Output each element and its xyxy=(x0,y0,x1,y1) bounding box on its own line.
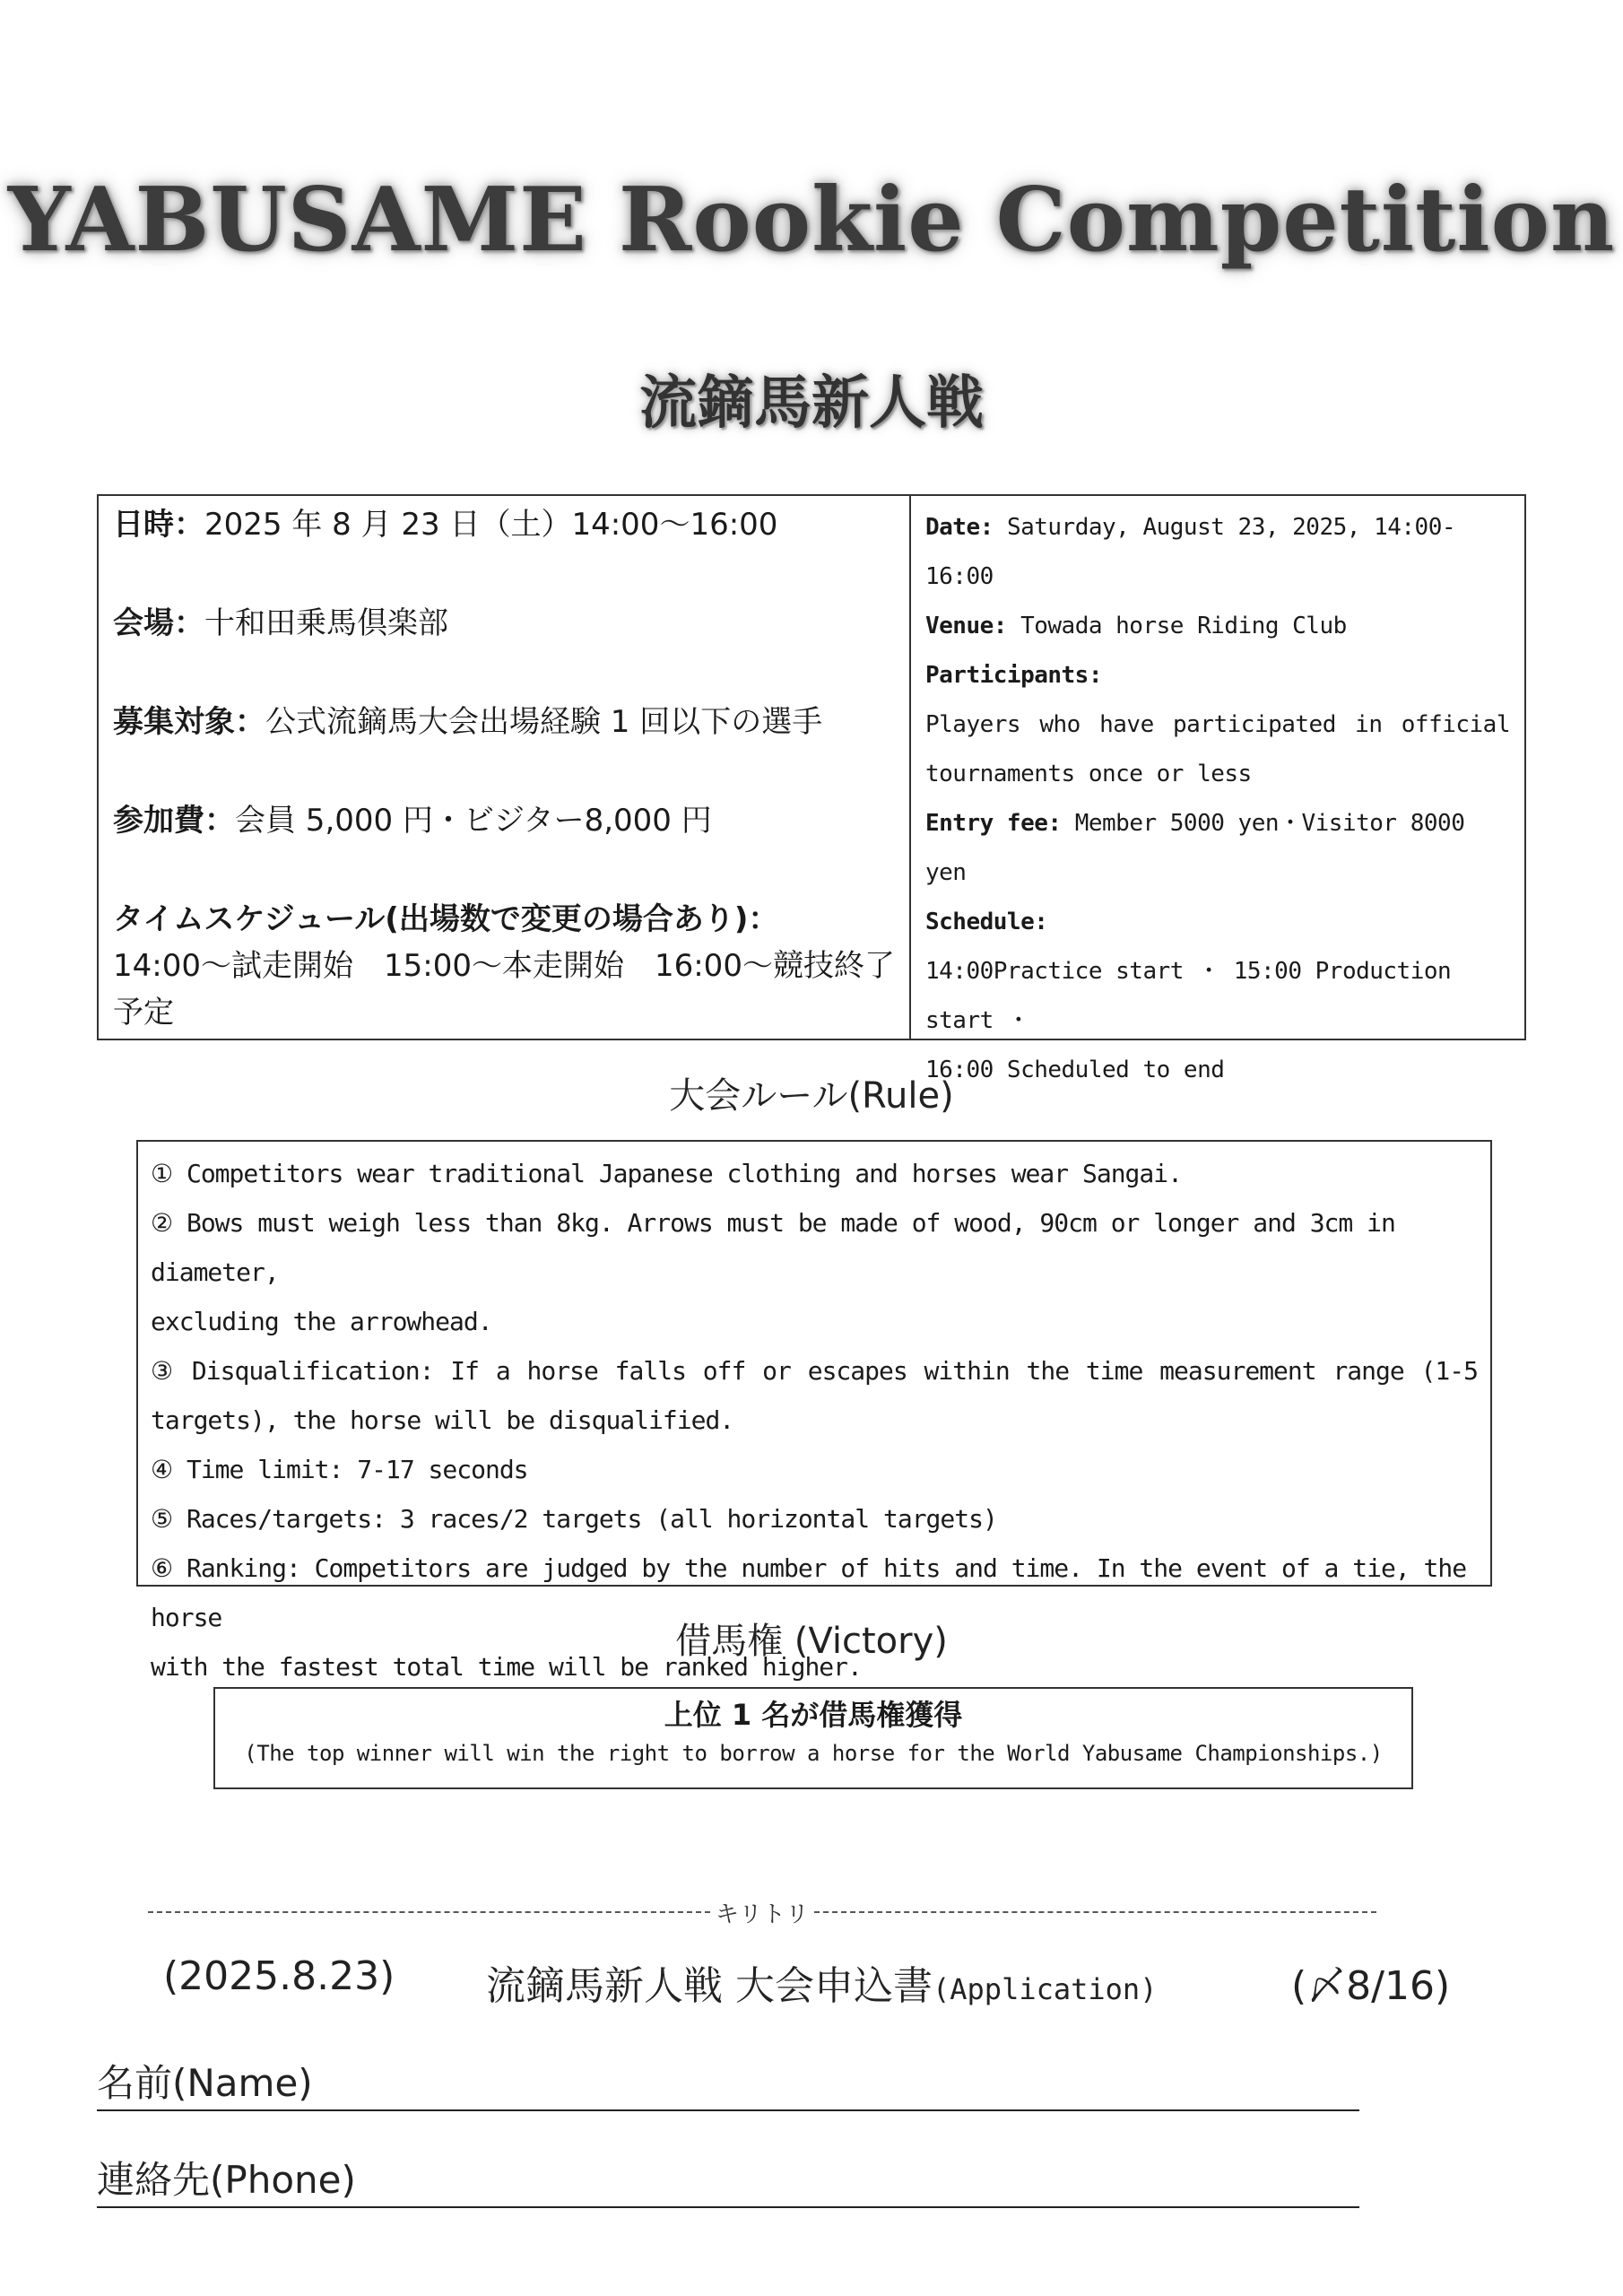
info-date-jp: 日時：2025 年 8 月 23 日（土）14:00～16:00 xyxy=(113,507,778,543)
info-fee-en: Entry fee: Member 5000 yen・Visitor 8000 yen xyxy=(925,810,1465,886)
info-venue-en: Venue: Towada horse Riding Club xyxy=(925,613,1347,639)
rule-line: with the fastest total time will be ranked higher. xyxy=(151,1652,862,1682)
name-field[interactable] xyxy=(97,2054,1359,2111)
info-target-jp: 募集対象：公式流鏑馬大会出場経験 1 回以下の選手 xyxy=(113,704,823,740)
cut-dash-right xyxy=(814,1911,1376,1913)
cut-line xyxy=(148,1899,1376,1926)
victory-text-jp: 上位 1 名が借馬権獲得 xyxy=(664,1698,963,1732)
application-title: 流鏑馬新人戦 大会申込書(Application) xyxy=(486,1963,1158,2009)
info-schedule-line1: 14:00Practice start ・ 15:00 Production start ・ xyxy=(925,958,1452,1034)
page-title: YABUSAME Rookie Competition xyxy=(7,169,1616,272)
info-participants-label: Participants: xyxy=(925,662,1102,689)
rules-heading: 大会ルール(Rule) xyxy=(669,1075,954,1117)
info-schedule-line2: 16:00 Scheduled to end xyxy=(925,1057,1225,1083)
phone-field-label: 連絡先(Phone) xyxy=(97,2158,356,2202)
info-fee-jp: 参加費：会員 5,000 円・ビジター8,000 円 xyxy=(113,803,712,839)
phone-field[interactable] xyxy=(97,2151,1359,2208)
rule-line: ④ Time limit: 7-17 seconds xyxy=(151,1455,528,1484)
cut-dash-left xyxy=(148,1911,710,1913)
victory-box xyxy=(213,1687,1413,1789)
rule-line: excluding the arrowhead. xyxy=(151,1307,492,1336)
info-schedule-jp: タイムスケジュール(出場数で変更の場合あり)： 14:00～試走開始 15:00～本走開始 16:00～競技終了予定 xyxy=(113,901,895,1031)
rule-line: ⑥ Ranking: Competitors are judged by the number of hits and time. In the event of a tie, the horse xyxy=(151,1553,1467,1632)
rule-line: ① Competitors wear traditional Japanese clothing and horses wear Sangai. xyxy=(151,1159,1182,1188)
application-deadline: (〆8/16) xyxy=(1291,1963,1451,2009)
event-info-japanese xyxy=(99,496,911,1039)
cut-label: キリトリ xyxy=(716,1900,810,1928)
info-date-en: Date: Saturday, August 23, 2025, 14:00-16:00 xyxy=(925,514,1455,590)
name-field-label: 名前(Name) xyxy=(97,2061,313,2105)
event-info-box xyxy=(97,494,1526,1083)
rule-line: targets), the horse will be disqualified. xyxy=(151,1405,734,1435)
info-venue-jp: 会場：十和田乗馬倶楽部 xyxy=(113,605,448,641)
info-participants-line2: tournaments once or less xyxy=(925,761,1252,787)
rule-line: ⑤ Races/targets: 3 races/2 targets (all horizontal targets) xyxy=(151,1504,997,1534)
victory-text-en: (The top winner will win the right to borrow a horse for the World Yabusame Championships.) xyxy=(244,1741,1383,1766)
info-participants-line1: Players who have participated in official xyxy=(925,711,1510,738)
page-subtitle: 流鏑馬新人戦 xyxy=(639,370,984,437)
rule-line: ② Bows must weigh less than 8kg. Arrows must be made of wood, 90cm or longer and 3cm in diameter, xyxy=(151,1208,1395,1287)
application-date: (2025.8.23) xyxy=(163,1953,395,1999)
event-info-english xyxy=(911,496,1524,1083)
victory-heading: 借馬権 (Victory) xyxy=(675,1621,948,1662)
rule-line: ③ Disqualification: If a horse falls off or escapes within the time measurement range (1-5 xyxy=(151,1356,1478,1386)
info-schedule-label: Schedule: xyxy=(925,909,1048,935)
